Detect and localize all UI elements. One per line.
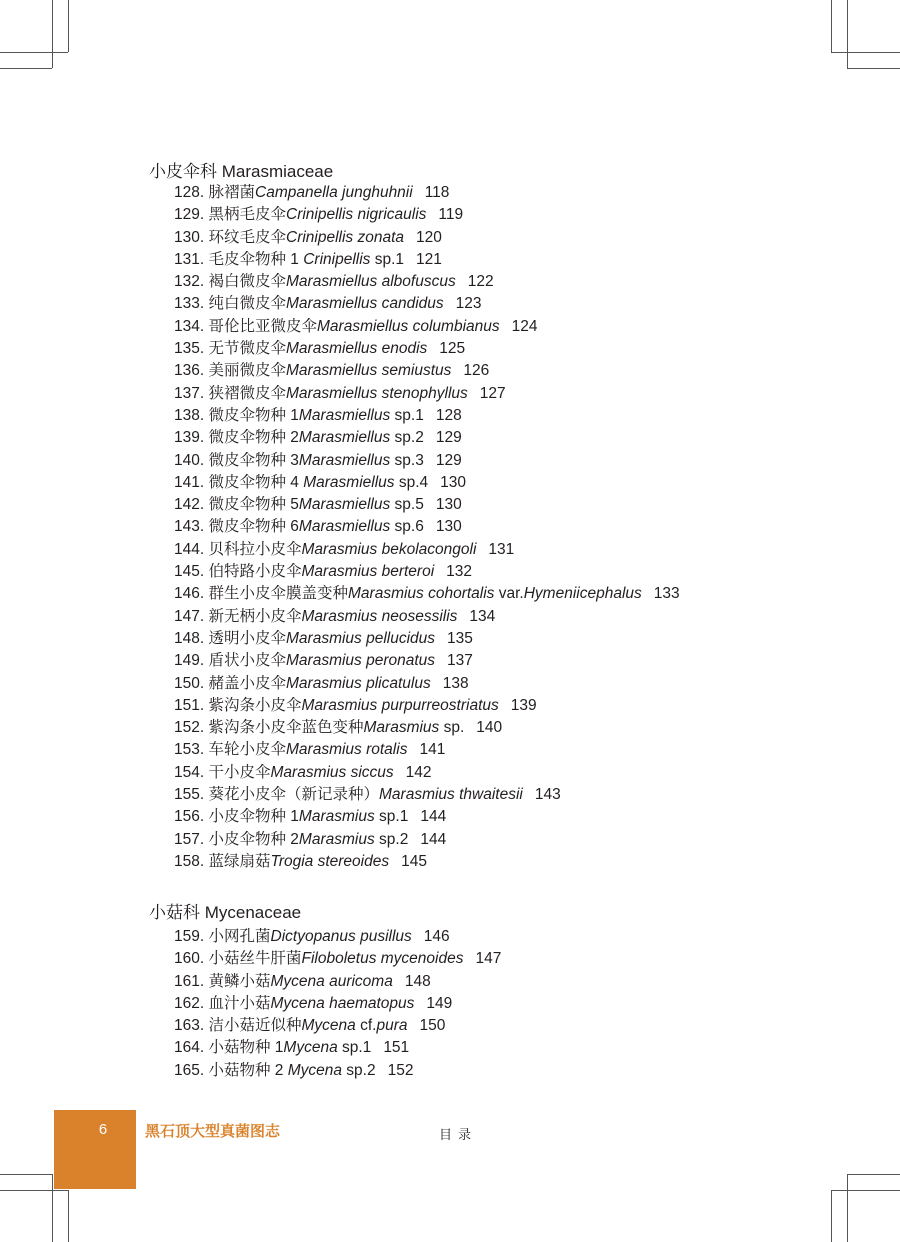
entry-page-number: 128 — [435, 406, 462, 424]
entry-chinese-name: 赭盖小皮伞 — [208, 674, 286, 692]
toc-entry — [174, 851, 680, 873]
entry-page-number: 139 — [510, 696, 537, 714]
entry-scientific-name: Marasmiellus — [298, 451, 391, 469]
entry-scientific-name: Mycena haematopus — [270, 994, 415, 1012]
toc-entry — [174, 784, 680, 806]
entry-scientific-name: Marasmius — [363, 719, 440, 737]
entry-page-number: 130 — [435, 518, 462, 536]
entry-qualifier: sp.2 — [374, 830, 409, 848]
entry-page-number: 123 — [455, 295, 482, 313]
entry-chinese-name: 群生小皮伞膜盖变种 — [208, 585, 348, 603]
entry-scientific-name: Filoboletus mycenoides — [301, 950, 464, 968]
toc-entry — [174, 516, 680, 538]
entry-list-mycenaceae — [174, 926, 501, 1082]
entry-chinese-name: 伯特路小皮伞 — [208, 563, 302, 581]
entry-number: 130. — [174, 228, 205, 246]
entry-number: 135. — [174, 340, 205, 358]
entry-chinese-name: 小菇物种 2 — [208, 1061, 288, 1079]
entry-qualifier: sp.1 — [390, 406, 424, 424]
entry-page-number: 140 — [476, 719, 503, 737]
entry-qualifier: sp. — [439, 719, 465, 737]
entry-scientific-name: Mycena — [287, 1061, 342, 1079]
entry-number: 155. — [174, 786, 205, 804]
entry-scientific-name: Marasmiellus candidus — [286, 295, 444, 313]
entry-chinese-name: 无节微皮伞 — [208, 340, 286, 358]
toc-entry — [174, 427, 680, 449]
entry-chinese-name: 干小皮伞 — [208, 763, 271, 781]
toc-entry — [174, 971, 501, 993]
entry-scientific-name: Trogia stereoides — [270, 852, 390, 870]
entry-number: 149. — [174, 652, 205, 670]
entry-page-number: 129 — [435, 429, 462, 447]
entry-number: 136. — [174, 362, 205, 380]
entry-chinese-name: 新无柄小皮伞 — [208, 607, 302, 625]
entry-scientific-name: Campanella junghuhnii — [255, 184, 413, 201]
entry-page-number: 129 — [435, 451, 462, 469]
entry-number: 134. — [174, 317, 205, 335]
crop-mark — [847, 1174, 848, 1242]
toc-entry — [174, 204, 680, 226]
entry-chinese-name: 紫沟条小皮伞 — [208, 696, 302, 714]
entry-number: 151. — [174, 696, 205, 714]
toc-entry — [174, 360, 680, 382]
entry-page-number: 134 — [469, 607, 496, 625]
toc-entry — [174, 806, 680, 828]
entry-scientific-name: Marasmius plicatulus — [286, 674, 431, 692]
entry-number: 139. — [174, 429, 205, 447]
toc-entry — [174, 1060, 501, 1082]
entry-number: 133. — [174, 295, 205, 313]
entry-number: 157. — [174, 830, 205, 848]
entry-scientific-name: Mycena — [283, 1039, 338, 1057]
entry-scientific-name: Marasmiellus albofuscus — [286, 273, 456, 291]
toc-entry — [174, 948, 501, 970]
entry-chinese-name: 洁小菇近似种 — [208, 1017, 302, 1035]
entry-chinese-name: 葵花小皮伞（新记录种） — [208, 786, 379, 804]
entry-scientific-name: Marasmius cohortalis — [348, 585, 495, 603]
entry-chinese-name: 褐白微皮伞 — [208, 273, 286, 291]
entry-page-number: 149 — [426, 994, 453, 1012]
entry-chinese-name: 小皮伞物种 1 — [208, 808, 299, 826]
entry-number: 148. — [174, 629, 205, 647]
crop-mark — [847, 68, 900, 69]
entry-page-number: 121 — [416, 250, 442, 268]
crop-mark — [68, 0, 69, 52]
page-number: 6 — [98, 1121, 108, 1138]
crop-mark — [831, 1190, 832, 1242]
entry-chinese-name: 小菇丝牛肝菌 — [208, 950, 302, 968]
toc-entry — [174, 316, 680, 338]
entry-qualifier: sp.1 — [370, 250, 405, 268]
entry-number: 164. — [174, 1039, 205, 1057]
toc-entry — [174, 450, 680, 472]
entry-number: 143. — [174, 518, 205, 536]
toc-entry — [174, 182, 680, 204]
entry-scientific-name: Marasmius peronatus — [286, 652, 436, 670]
entry-number: 152. — [174, 719, 205, 737]
entry-page-number: 125 — [439, 340, 466, 358]
toc-entry — [174, 739, 680, 761]
entry-chinese-name: 微皮伞物种 3 — [208, 451, 299, 469]
entry-number: 162. — [174, 994, 205, 1012]
toc-entry — [174, 926, 501, 948]
entry-scientific-name: Marasmiellus — [298, 429, 391, 447]
entry-qualifier: sp.5 — [390, 496, 424, 514]
entry-page-number: 151 — [383, 1039, 410, 1057]
entry-scientific-name: Marasmiellus stenophyllus — [286, 384, 468, 402]
entry-page-number: 144 — [420, 808, 447, 826]
entry-page-number: 152 — [387, 1061, 414, 1079]
crop-mark — [831, 1190, 900, 1191]
entry-number: 142. — [174, 496, 205, 514]
toc-entry — [174, 271, 680, 293]
entry-scientific-name: Marasmius rotalis — [286, 741, 408, 759]
entry-chinese-name: 美丽微皮伞 — [208, 362, 286, 380]
entry-chinese-name: 盾状小皮伞 — [208, 652, 286, 670]
entry-scientific-name: Marasmiellus — [298, 518, 391, 536]
toc-entry — [174, 227, 680, 249]
entry-chinese-name: 黑柄毛皮伞 — [208, 206, 286, 224]
entry-number: 145. — [174, 563, 205, 581]
entry-scientific-name: Marasmiellus semiustus — [286, 362, 452, 380]
entry-scientific-name: Mycena — [301, 1017, 356, 1035]
entry-qualifier: sp.1 — [337, 1039, 372, 1057]
entry-number: 141. — [174, 473, 205, 491]
entry-chinese-name: 微皮伞物种 5 — [208, 496, 299, 514]
entry-scientific-name: Marasmius bekolacongoli — [301, 540, 477, 558]
entry-page-number: 133 — [653, 585, 680, 603]
entry-page-number: 130 — [435, 496, 462, 514]
crop-mark — [0, 52, 68, 53]
entry-number: 146. — [174, 585, 205, 603]
entry-scientific-name: Marasmius siccus — [270, 763, 394, 781]
toc-entry — [174, 1015, 501, 1037]
toc-entry — [174, 561, 680, 583]
toc-entry — [174, 717, 680, 739]
entry-page-number: 124 — [511, 317, 538, 335]
toc-entry — [174, 628, 680, 650]
entry-number: 147. — [174, 607, 205, 625]
entry-chinese-name: 微皮伞物种 1 — [208, 406, 299, 424]
entry-scientific-name: Marasmius purpurreostriatus — [301, 696, 499, 714]
entry-page-number: 150 — [419, 1017, 446, 1035]
entry-scientific-name: Marasmius berteroi — [301, 563, 435, 581]
crop-mark — [847, 1174, 900, 1175]
toc-entry — [174, 606, 680, 628]
entry-chinese-name: 微皮伞物种 6 — [208, 518, 299, 536]
toc-entry — [174, 829, 680, 851]
entry-qualifier: sp.2 — [342, 1061, 376, 1079]
entry-qualifier: var. — [494, 585, 524, 603]
entry-scientific-name: Marasmiellus — [298, 496, 391, 514]
entry-page-number: 137 — [447, 652, 473, 670]
entry-chinese-name: 毛皮伞物种 1 — [208, 250, 304, 268]
entry-page-number: 145 — [401, 852, 427, 870]
toc-entry — [174, 583, 680, 605]
entry-number: 137. — [174, 384, 205, 402]
entry-number: 159. — [174, 928, 205, 945]
entry-number: 132. — [174, 273, 205, 291]
entry-number: 150. — [174, 674, 205, 692]
entry-scientific-name: Crinipellis — [303, 250, 371, 268]
toc-entry — [174, 405, 680, 427]
entry-qualifier: sp.3 — [390, 451, 424, 469]
toc-entry — [174, 293, 680, 315]
entry-number: 128. — [174, 184, 205, 201]
entry-page-number: 143 — [534, 786, 561, 804]
entry-number: 154. — [174, 763, 205, 781]
entry-chinese-name: 紫沟条小皮伞蓝色变种 — [208, 719, 364, 737]
entry-chinese-name: 微皮伞物种 2 — [208, 429, 299, 447]
running-head: 目录 — [439, 1127, 478, 1142]
crop-mark — [52, 1174, 53, 1242]
entry-number: 161. — [174, 972, 205, 990]
entry-scientific-name: Crinipellis nigricaulis — [286, 206, 427, 224]
entry-number: 144. — [174, 540, 205, 558]
entry-number: 140. — [174, 451, 205, 469]
crop-mark — [0, 68, 52, 69]
entry-number: 153. — [174, 741, 205, 759]
entry-chinese-name: 血汁小菇 — [208, 994, 271, 1012]
entry-chinese-name: 蓝绿扇菇 — [208, 852, 271, 870]
entry-chinese-name: 狭褶微皮伞 — [208, 384, 286, 402]
entry-chinese-name: 微皮伞物种 4 — [208, 473, 304, 491]
entry-page-number: 144 — [420, 830, 447, 848]
toc-entry — [174, 539, 680, 561]
entry-chinese-name: 贝科拉小皮伞 — [208, 540, 302, 558]
toc-entry — [174, 695, 680, 717]
entry-chinese-name: 黄鳞小菇 — [208, 972, 271, 990]
entry-chinese-name: 车轮小皮伞 — [208, 741, 286, 759]
entry-scientific-name: Marasmiellus columbianus — [317, 317, 500, 335]
entry-qualifier: sp.4 — [394, 473, 429, 491]
entry-scientific-name-2: pura — [376, 1017, 408, 1035]
entry-scientific-name: Marasmius thwaitesii — [379, 786, 523, 804]
toc-entry — [174, 472, 680, 494]
entry-scientific-name: Marasmius pellucidus — [286, 629, 436, 647]
entry-qualifier: sp.2 — [390, 429, 424, 447]
entry-list-marasmiaceae — [174, 182, 680, 873]
entry-number: 158. — [174, 852, 205, 870]
toc-entry — [174, 338, 680, 360]
entry-page-number: 118 — [424, 184, 450, 201]
crop-mark — [0, 1174, 52, 1175]
entry-number: 129. — [174, 206, 205, 224]
entry-chinese-name: 小菇物种 1 — [208, 1039, 284, 1057]
entry-scientific-name: Marasmiellus — [298, 406, 391, 424]
entry-page-number: 130 — [440, 473, 467, 491]
entry-scientific-name: Marasmius — [298, 830, 375, 848]
entry-qualifier: sp.1 — [374, 808, 409, 826]
toc-entry — [174, 383, 680, 405]
entry-page-number: 142 — [405, 763, 432, 781]
entry-chinese-name: 哥伦比亚微皮伞 — [208, 317, 317, 335]
entry-page-number: 119 — [438, 206, 464, 224]
entry-page-number: 148 — [404, 972, 431, 990]
entry-number: 156. — [174, 808, 205, 826]
section-title-marasmiaceae: 小皮伞科 Marasmiaceae — [149, 162, 334, 181]
crop-mark — [52, 0, 53, 68]
crop-mark — [68, 1190, 69, 1242]
entry-scientific-name: Marasmius neosessilis — [301, 607, 458, 625]
entry-page-number: 127 — [479, 384, 506, 402]
entry-page-number: 138 — [442, 674, 469, 692]
entry-chinese-name: 小皮伞物种 2 — [208, 830, 299, 848]
entry-number: 138. — [174, 406, 205, 424]
entry-chinese-name: 脉褶菌 — [208, 184, 255, 201]
entry-scientific-name-2: Hymeniicephalus — [523, 585, 642, 603]
entry-page-number: 132 — [446, 563, 473, 581]
entry-chinese-name: 透明小皮伞 — [208, 629, 286, 647]
entry-scientific-name: Dictyopanus pusillus — [270, 928, 412, 945]
entry-page-number: 141 — [419, 741, 446, 759]
entry-page-number: 147 — [475, 950, 502, 968]
entry-number: 163. — [174, 1017, 205, 1035]
entry-page-number: 135 — [447, 629, 473, 647]
crop-mark — [831, 52, 900, 53]
crop-mark — [0, 1190, 68, 1191]
entry-scientific-name: Mycena auricoma — [270, 972, 393, 990]
entry-qualifier: cf. — [355, 1017, 377, 1035]
entry-number: 165. — [174, 1061, 205, 1079]
entry-scientific-name: Marasmiellus — [303, 473, 395, 491]
crop-mark — [831, 0, 832, 52]
crop-mark — [847, 0, 848, 68]
toc-entry — [174, 1037, 501, 1059]
entry-page-number: 131 — [488, 540, 515, 558]
toc-entry — [174, 762, 680, 784]
book-title: 黑石顶大型真菌图志 — [145, 1122, 281, 1140]
toc-entry — [174, 494, 680, 516]
toc-entry — [174, 249, 680, 271]
entry-chinese-name: 环纹毛皮伞 — [208, 228, 286, 246]
entry-scientific-name: Marasmiellus enodis — [286, 340, 428, 358]
entry-number: 160. — [174, 950, 205, 968]
toc-entry — [174, 673, 680, 695]
entry-page-number: 120 — [416, 228, 442, 246]
entry-scientific-name: Crinipellis zonata — [286, 228, 405, 246]
entry-page-number: 126 — [463, 362, 490, 380]
entry-chinese-name: 小网孔菌 — [208, 928, 271, 945]
toc-entry — [174, 650, 680, 672]
entry-chinese-name: 纯白微皮伞 — [208, 295, 286, 313]
entry-scientific-name: Marasmius — [298, 808, 375, 826]
entry-page-number: 146 — [423, 928, 450, 945]
entry-number: 131. — [174, 250, 205, 268]
section-title-mycenaceae: 小菇科 Mycenaceae — [149, 903, 302, 922]
toc-entry — [174, 993, 501, 1015]
entry-qualifier: sp.6 — [390, 518, 424, 536]
entry-page-number: 122 — [467, 273, 494, 291]
